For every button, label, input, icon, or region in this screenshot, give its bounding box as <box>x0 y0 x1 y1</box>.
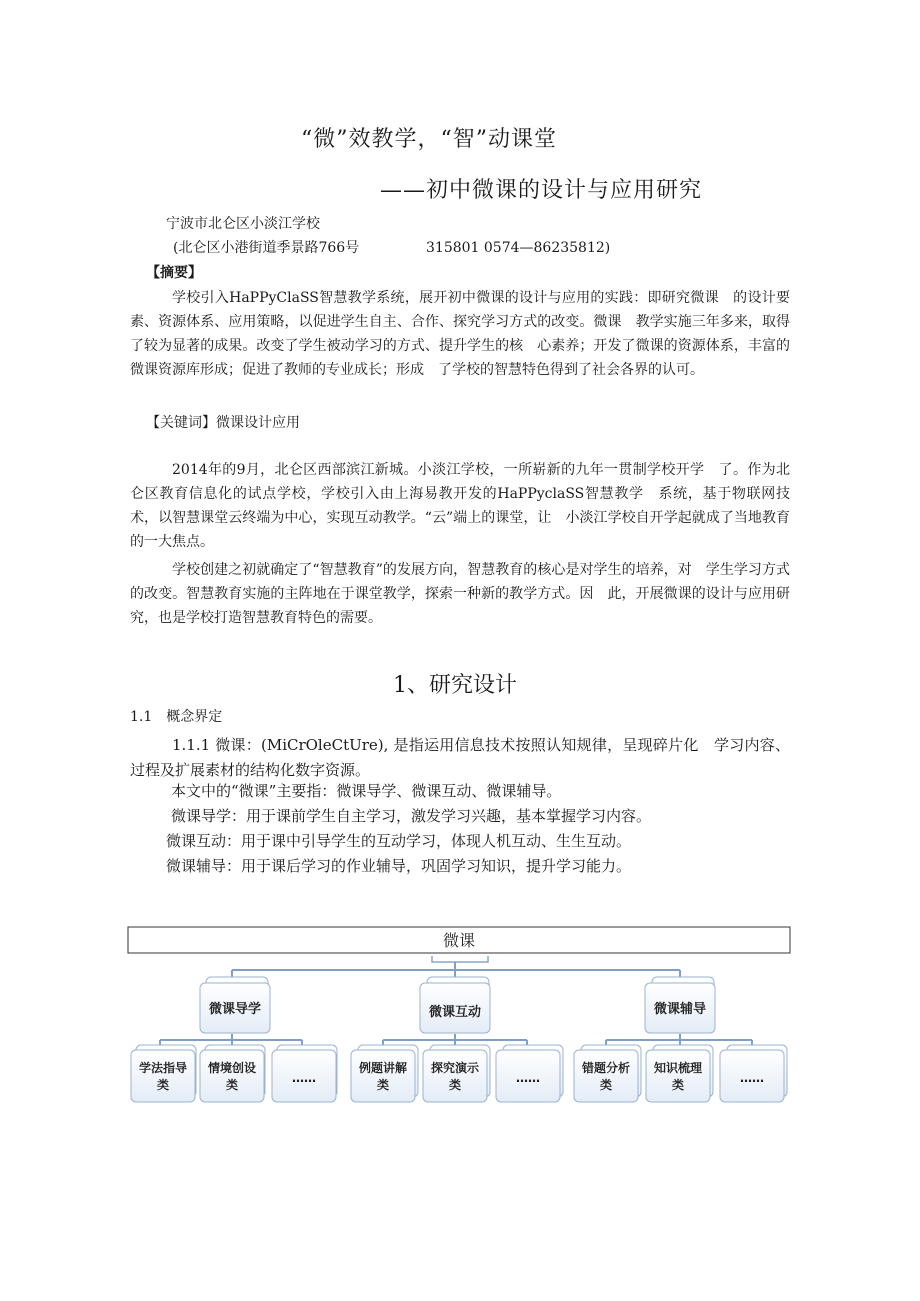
intro-paragraph-1: 2014年的9月，北仑区西部滨江新城。小淡江学校，一所崭新的九年一贯制学校开学 了。作为北仑区教育信息化的试点学校，学校引入由上海易教开发的HaPPyclaSS智慧教学 系统，基于物联网技术，以智慧课堂云终端为中心，实现互动教学。“云”端上的课堂，让 小淡江学校自开学起就成了当地教育的一大焦点。 <box>130 462 790 550</box>
child-label-1-3: …… <box>292 1071 316 1085</box>
section-heading: 1、研究设计 <box>393 673 517 698</box>
page-subtitle: ——初中微课的设计与应用研究 <box>380 178 703 203</box>
definition-text: 1.1.1 微课：(MiCrOleCtUre), 是指运用信息技术按照认知规律，呈现碎片化 学习内容、过程及扩展素材的结构化数字资源。 <box>130 736 790 779</box>
group-label-2: 微课互动 <box>428 1005 482 1020</box>
school-name: 宁波市北仑区小淡江学校 <box>166 216 320 232</box>
diagram-root-label: 微课 <box>442 931 476 950</box>
child-label-3-1: 错题分析类 <box>581 1061 631 1092</box>
child-label-3-2: 知识梳理类 <box>653 1061 703 1092</box>
definition-line-3: 微课互动：用于课中引导学生的互动学习，体现人机互动、生生互动。 <box>166 832 632 850</box>
intro-paragraph-2: 学校创建之初就确定了“智慧教育”的发展方向，智慧教育的核心是对学生的培养，对 学生学习方式的改变。智慧教育实施的主阵地在于课堂教学，探索一种新的教学方式。因 此，开展微课的设计与应用研究，也是学校打造智慧教育特色的需要。 <box>130 562 790 626</box>
child-label-2-3: …… <box>516 1071 540 1085</box>
definition-line-4: 微课辅导：用于课后学习的作业辅导，巩固学习知识，提升学习能力。 <box>166 857 632 875</box>
school-address: (北仑区小港街道季景路766号 <box>173 240 360 256</box>
abstract-label: 【摘要】 <box>146 265 202 281</box>
subsection-heading: 1.1 概念界定 <box>130 709 223 725</box>
definition-line-1: 本文中的“微课”主要指：微课导学、微课互动、微课辅导。 <box>171 782 562 800</box>
group-box-2 <box>420 977 490 1033</box>
group-box-3 <box>645 977 715 1033</box>
school-contact: 315801 0574—86235812) <box>426 240 611 256</box>
abstract-text: 学校引入HaPPyClaSS智慧教学系统，展开初中微课的设计与应用的实践：即研究微课 的设计要素、资源体系、应用策略，以促进学生自主、合作、探究学习方式的改变。微课 教学实施三年多来，取得了较为显著的成果。改变了学生被动学习的方式、提升学生的核 心素养；开发了微课的资源体系，丰富的微课资源库形成；促进了教师的专业成长；形成 了学校的智慧特色得到了社会各界的认可。 <box>130 290 790 378</box>
page-title: “微”效教学，“智”动课堂 <box>301 127 557 152</box>
keywords: 【关键词】微课设计应用 <box>146 415 300 431</box>
child-label-2-1: 例题讲解类 <box>358 1061 408 1092</box>
child-label-1-1: 学法指导类 <box>138 1061 188 1092</box>
group-label-1: 微课导学 <box>208 1002 262 1017</box>
definition-line-2: 微课导学：用于课前学生自主学习，激发学习兴趣，基本掌握学习内容。 <box>171 807 652 825</box>
group-label-3: 微课辅导 <box>653 1002 707 1017</box>
root-bracket <box>432 956 488 962</box>
child-label-3-3: …… <box>740 1071 764 1085</box>
child-label-1-2: 情境创设类 <box>207 1061 257 1092</box>
group-box-1 <box>200 977 270 1033</box>
child-label-2-2: 探究演示类 <box>430 1061 480 1092</box>
